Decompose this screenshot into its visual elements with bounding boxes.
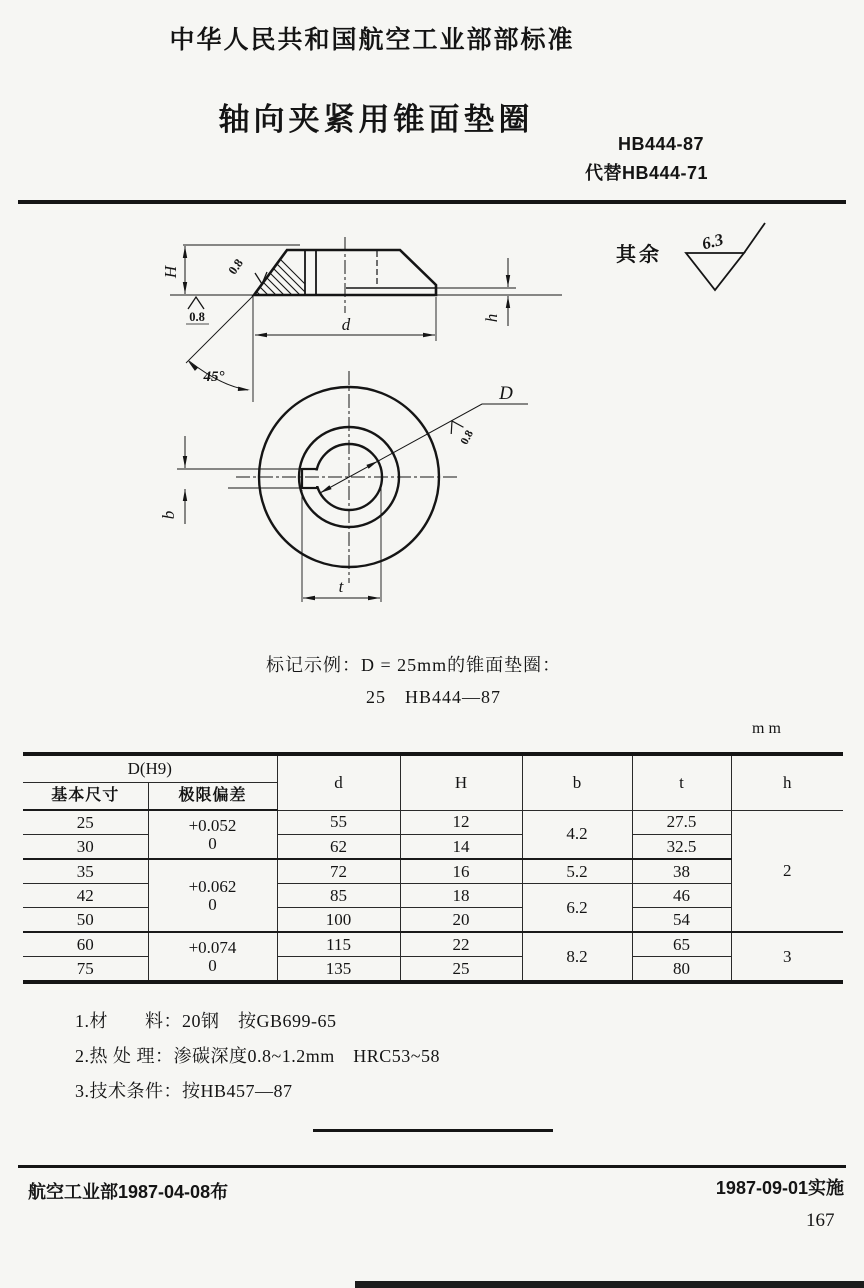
note-technical-conditions: 3.技术条件：按HB457—87 bbox=[75, 1081, 293, 1101]
table-cell-deviation bbox=[148, 810, 277, 859]
table-cell: 4.2 bbox=[522, 810, 632, 859]
deviation-lower: 0 bbox=[208, 894, 217, 914]
arrow-t-left bbox=[303, 596, 315, 600]
arrow-h-upper bbox=[506, 275, 510, 287]
table-unit-label: mm bbox=[752, 720, 785, 737]
table-cell: 16 bbox=[400, 859, 522, 884]
table-cell: 2 bbox=[731, 810, 843, 932]
roughness-symbol-bore bbox=[446, 418, 464, 434]
table-cell: 35 bbox=[23, 859, 148, 884]
surface-note-prefix: 其余 bbox=[616, 244, 662, 266]
table-cell: 6.2 bbox=[522, 884, 632, 933]
roughness-value-bottom: 0.8 bbox=[189, 310, 205, 324]
table-cell: 25 bbox=[400, 957, 522, 983]
standard-number: HB444-87 bbox=[617, 134, 704, 154]
arrow-h-lower bbox=[506, 296, 510, 308]
arrow-b-lower bbox=[183, 489, 187, 501]
deviation-upper: +0.062 bbox=[188, 876, 237, 896]
scan-edge-artifact bbox=[355, 1281, 864, 1288]
replaces-note: 代替HB444-71 bbox=[584, 163, 708, 183]
table-cell: 60 bbox=[23, 932, 148, 957]
table-cell: 50 bbox=[23, 908, 148, 933]
deviation-lower: 0 bbox=[208, 833, 217, 853]
table-cell: 20 bbox=[400, 908, 522, 933]
top-view bbox=[177, 371, 528, 602]
table-cell: 75 bbox=[23, 957, 148, 983]
arrow-d-left bbox=[255, 333, 267, 337]
col-header-h: h bbox=[731, 754, 843, 810]
footer-issued-date: 航空工业部1987-04-08布 bbox=[28, 1182, 229, 1202]
col-header-b: b bbox=[522, 754, 632, 810]
table-cell: 12 bbox=[400, 810, 522, 835]
note-heat-treatment: 2.热 处 理：渗碳深度0.8~1.2mm HRC53~58 bbox=[75, 1046, 440, 1066]
table-cell: 5.2 bbox=[522, 859, 632, 884]
table-cell: 3 bbox=[731, 932, 843, 982]
table-cell: 46 bbox=[632, 884, 731, 908]
roughness-value-cone: 0.8 bbox=[225, 256, 246, 278]
slope-extension bbox=[186, 295, 254, 363]
arrow-D-lower bbox=[320, 485, 332, 493]
table-cell: 30 bbox=[23, 835, 148, 860]
surface-note-value: 6.3 bbox=[700, 229, 726, 254]
table-cell: 38 bbox=[632, 859, 731, 884]
arrow-angle-right bbox=[238, 387, 250, 391]
angle-label: 45° bbox=[203, 369, 225, 385]
finish-tail bbox=[744, 223, 765, 253]
table-cell: 72 bbox=[277, 859, 400, 884]
leader-D bbox=[320, 404, 528, 493]
footer-effective-date: 1987-09-01实施 bbox=[715, 1178, 844, 1198]
footer-divider bbox=[18, 1165, 846, 1168]
table-cell: 85 bbox=[277, 884, 400, 908]
dim-label-b: b bbox=[159, 510, 178, 520]
table-cell: 27.5 bbox=[632, 810, 731, 835]
table-cell: 80 bbox=[632, 957, 731, 983]
table-cell: 22 bbox=[400, 932, 522, 957]
table-cell: 18 bbox=[400, 884, 522, 908]
table-cell: 42 bbox=[23, 884, 148, 908]
technical-drawing bbox=[0, 213, 864, 653]
table-cell: 25 bbox=[23, 810, 148, 835]
header-divider bbox=[18, 200, 846, 204]
table-cell: 135 bbox=[277, 957, 400, 983]
col-header-d: d bbox=[277, 754, 400, 810]
arrow-t-right bbox=[368, 596, 380, 600]
table-cell: 32.5 bbox=[632, 835, 731, 860]
dim-label-D: D bbox=[499, 383, 513, 404]
col-header-D-group: D(H9) bbox=[23, 754, 277, 783]
dim-label-t: t bbox=[338, 577, 344, 596]
table-cell: 14 bbox=[400, 835, 522, 860]
col-header-deviation: 极限偏差 bbox=[148, 783, 277, 811]
arrow-d-right bbox=[423, 333, 435, 337]
page-title: 轴向夹紧用锥面垫圈 bbox=[218, 102, 534, 137]
table-cell: 8.2 bbox=[522, 932, 632, 982]
arrow-D-upper bbox=[366, 461, 378, 469]
deviation-upper: +0.052 bbox=[188, 815, 237, 835]
roughness-symbol-cone bbox=[255, 272, 267, 284]
page-number: 167 bbox=[806, 1210, 835, 1231]
dim-label-h: h bbox=[482, 313, 501, 323]
notes-block bbox=[75, 1004, 440, 1109]
deviation-upper: +0.074 bbox=[188, 937, 237, 957]
col-header-basic-size: 基本尺寸 bbox=[23, 783, 148, 811]
table-cell-deviation bbox=[148, 932, 277, 982]
dimension-table bbox=[23, 752, 843, 984]
roughness-symbol-bottom bbox=[188, 297, 204, 309]
table-cell: 115 bbox=[277, 932, 400, 957]
col-header-t: t bbox=[632, 754, 731, 810]
roughness-value-bore: 0.8 bbox=[458, 428, 477, 447]
table-cell: 62 bbox=[277, 835, 400, 860]
dimension-table-wrap bbox=[23, 752, 843, 984]
table-cell: 55 bbox=[277, 810, 400, 835]
table-cell: 65 bbox=[632, 932, 731, 957]
col-header-H: H bbox=[400, 754, 522, 810]
surface-finish-note bbox=[616, 223, 765, 290]
table-cell: 100 bbox=[277, 908, 400, 933]
dim-label-d: d bbox=[341, 315, 351, 334]
note-material: 1.材 料：20钢 按GB699-65 bbox=[75, 1011, 337, 1031]
marking-example-line2: 25 HB444—87 bbox=[366, 687, 502, 707]
end-of-text-line bbox=[313, 1129, 553, 1132]
arrow-b-upper bbox=[183, 456, 187, 468]
deviation-lower: 0 bbox=[208, 955, 217, 975]
table-cell-deviation bbox=[148, 859, 277, 932]
finish-triangle bbox=[686, 253, 744, 290]
dim-label-H: H bbox=[161, 265, 180, 279]
arrow-H-top bbox=[183, 246, 187, 258]
slot-mask bbox=[303, 471, 319, 487]
ministry-standard-line: 中华人民共和国航空工业部部标准 bbox=[169, 26, 575, 54]
marking-example-line1: 标记示例：D = 25mm的锥面垫圈： bbox=[266, 655, 562, 675]
section-view bbox=[170, 237, 562, 402]
arrow-H-bottom bbox=[183, 282, 187, 294]
table-cell: 54 bbox=[632, 908, 731, 933]
